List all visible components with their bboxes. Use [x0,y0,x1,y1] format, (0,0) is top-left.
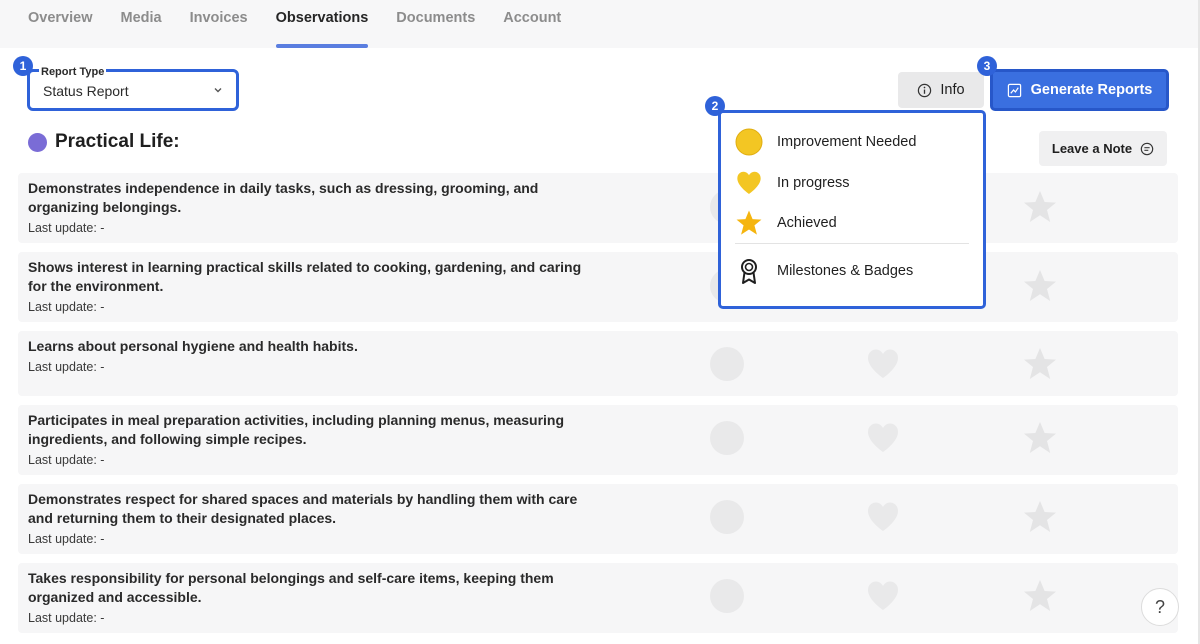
generate-reports-label: Generate Reports [1030,82,1153,98]
report-type-value: Status Report [43,83,129,99]
legend-item-improvement: Improvement Needed [735,128,916,156]
info-icon [917,83,932,98]
observation-row [18,484,1178,554]
legend-item-in-progress: In progress [735,169,850,197]
improvement-needed-option[interactable] [710,500,744,534]
step-marker-3: 3 [977,56,997,76]
tab-observations[interactable]: Observations [276,0,369,48]
info-button-label: Info [940,82,965,98]
ribbon-badge-icon [735,257,763,285]
observation-text: Demonstrates respect for shared spaces and materials by handling them with care and returning them to their designated places. Last update: - [28,490,603,549]
observation-text: Learns about personal hygiene and health habits. Last update: - [28,337,603,377]
section-heading [28,131,180,153]
chevron-down-icon [212,84,224,96]
observation-text: Participates in meal preparation activities, including planning menus, measuring ingredients, and following simple recipes. Last update: - [28,411,603,470]
report-type-label: Report Type [41,66,105,78]
tab-bar [0,0,1200,48]
step-marker-2: 2 [705,96,725,116]
note-icon [1140,142,1154,156]
observation-row [18,173,1178,243]
last-update: Last update: - [28,453,105,467]
leave-note-button[interactable] [1039,131,1167,166]
star-icon [735,209,763,237]
in-progress-heart-icon[interactable] [865,347,901,381]
achieved-star-icon[interactable] [1022,499,1058,535]
observation-row [18,331,1178,396]
tab-media[interactable]: Media [120,10,162,26]
observation-row [18,405,1178,475]
last-update: Last update: - [28,611,105,625]
observation-row [18,563,1178,633]
leave-note-label: Leave a Note [1051,141,1133,156]
observation-text: Takes responsibility for personal belongings and self-care items, keeping them organized and accessible. Last update: - [28,569,603,628]
legend-item-milestones[interactable]: Milestones & Badges [735,257,913,285]
in-progress-heart-icon[interactable] [865,500,901,534]
generate-reports-button[interactable] [990,69,1169,111]
legend-popover [718,110,986,309]
report-type-select[interactable] [27,66,239,111]
improvement-needed-option[interactable] [710,579,744,613]
tab-documents[interactable]: Documents [396,10,476,26]
improvement-needed-option[interactable] [710,421,744,455]
achieved-star-icon[interactable] [1022,268,1058,304]
tab-invoices[interactable]: Invoices [189,10,248,26]
achieved-star-icon[interactable] [1022,189,1058,225]
legend-divider [735,243,969,244]
last-update: Last update: - [28,300,105,314]
chart-icon [1007,83,1022,98]
legend-item-achieved: Achieved [735,209,837,237]
section-title: Practical Life: [55,131,180,152]
yellow-circle-icon [735,128,763,156]
yellow-heart-icon [735,169,763,197]
section-dot-icon [28,133,47,152]
in-progress-heart-icon[interactable] [865,421,901,455]
achieved-star-icon[interactable] [1022,346,1058,382]
observation-text: Demonstrates independence in daily tasks, such as dressing, grooming, and organizing belongings. Last update: - [28,179,603,238]
step-marker-1: 1 [13,56,33,76]
tab-account[interactable]: Account [503,10,562,26]
observation-text: Shows interest in learning practical skills related to cooking, gardening, and caring for the environment. Last update: - [28,258,603,317]
info-button[interactable] [898,72,984,108]
last-update: Last update: - [28,221,105,235]
in-progress-heart-icon[interactable] [865,579,901,613]
last-update: Last update: - [28,360,105,374]
help-button[interactable]: ? [1141,588,1179,626]
tab-overview[interactable]: Overview [28,10,93,26]
achieved-star-icon[interactable] [1022,420,1058,456]
achieved-star-icon[interactable] [1022,578,1058,614]
observation-row [18,252,1178,322]
improvement-needed-option[interactable] [710,347,744,381]
last-update: Last update: - [28,532,105,546]
